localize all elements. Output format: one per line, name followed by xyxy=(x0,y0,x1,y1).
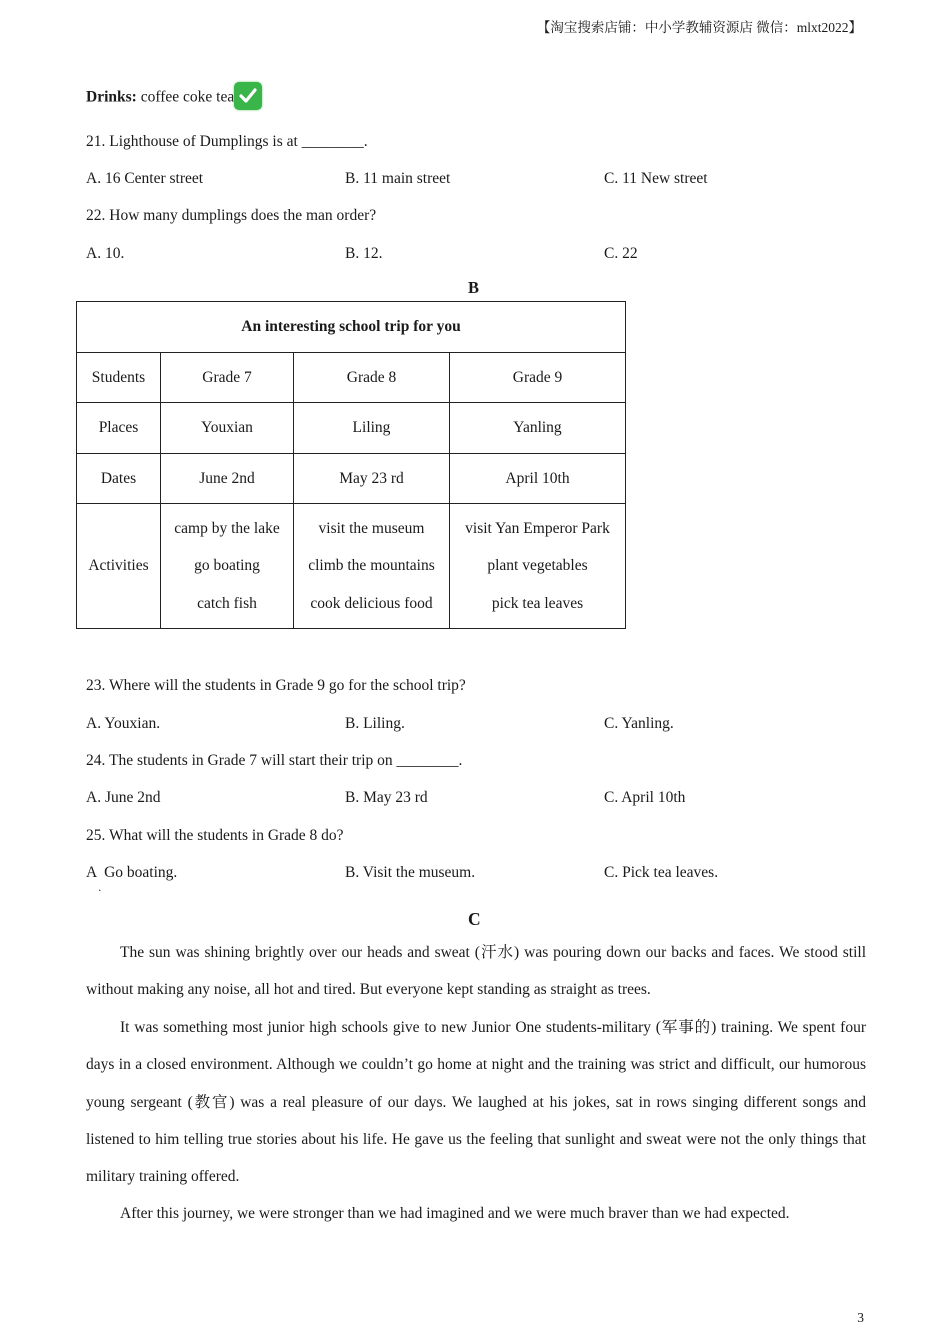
table-cell: Liling xyxy=(294,403,450,454)
activity-item: visit Yan Emperor Park xyxy=(465,519,610,537)
passage-paragraph-1 xyxy=(86,934,866,1009)
option-a-text: Go boating. xyxy=(104,864,178,881)
question-23-option-a: A. Youxian. xyxy=(86,715,161,732)
page-header: 【淘宝搜索店铺：中小学教辅资源店 微信：mlxt2022】 xyxy=(536,20,862,35)
question-24-stem: 24. The students in Grade 7 will start their trip on ________. xyxy=(86,752,463,769)
stray-dot: . xyxy=(98,880,102,894)
question-25-option-b: B. Visit the museum. xyxy=(345,864,476,881)
table-row xyxy=(77,353,626,403)
paragraph-text: The sun was shining brightly over our heads and sweat (汗水) was pouring down our backs and faces. We stood still without making any noise, all hot and tired. But everyone kept standing as straight as trees. xyxy=(86,944,866,999)
question-21-option-a: A. 16 Center street xyxy=(86,170,204,187)
table-cell: June 2nd xyxy=(161,454,294,504)
row-label-places: Places xyxy=(77,403,161,454)
question-24-option-b: B. May 23 rd xyxy=(345,789,428,806)
option-a-letter: A xyxy=(86,864,98,881)
activity-item: catch fish xyxy=(197,594,257,612)
question-25-option-c: C. Pick tea leaves. xyxy=(604,864,719,881)
table-title: An interesting school trip for you xyxy=(77,302,626,353)
drinks-items: coffee coke tea xyxy=(140,88,235,106)
question-22-stem: 22. How many dumplings does the man order? xyxy=(86,207,377,224)
table-cell: Grade 7 xyxy=(161,353,294,403)
paragraph-text: It was something most junior high schools give to new Junior One students-military (军事的) training. We spent four days in a closed environment. Although we couldn’t go home at night and the training was strict and difficult, our humorous young sergeant (教官) was a real pleasure of our days. We laughed at his jokes, sat in rows singing different songs and listened to him telling true stories about his life. He gave us the feeling that sunlight and sweat were not the only things that military training offered. xyxy=(86,1019,866,1186)
table-cell-activities xyxy=(450,504,626,629)
table-cell-activities xyxy=(161,504,294,629)
question-22-option-c: C. 22 xyxy=(604,245,638,262)
question-24-option-c: C. April 10th xyxy=(604,789,686,806)
question-22-option-a: A. 10. xyxy=(86,245,125,262)
section-c-heading: C xyxy=(468,909,481,929)
question-23-option-c: C. Yanling. xyxy=(604,715,674,732)
drinks-line xyxy=(86,84,262,112)
question-23-option-b: B. Liling. xyxy=(345,715,405,732)
school-trip-table xyxy=(76,301,626,629)
question-25-option-a xyxy=(86,864,178,894)
question-24-option-a: A. June 2nd xyxy=(86,789,161,806)
paragraph-text: After this journey, we were stronger than we had imagined and we were much braver than we had expected. xyxy=(120,1205,790,1222)
passage-paragraph-2 xyxy=(86,1009,866,1195)
table-row xyxy=(77,403,626,454)
table-cell: Grade 8 xyxy=(294,353,450,403)
question-25-stem: 25. What will the students in Grade 8 do? xyxy=(86,827,344,844)
drinks-label: Drinks: xyxy=(86,88,137,106)
table-cell: Youxian xyxy=(161,403,294,454)
question-22-option-b: B. 12. xyxy=(345,245,383,262)
question-21-stem: 21. Lighthouse of Dumplings is at ________. xyxy=(86,133,368,150)
checkmark-icon xyxy=(234,82,262,110)
question-21-option-b: B. 11 main street xyxy=(345,170,451,187)
question-21-option-c: C. 11 New street xyxy=(604,170,708,187)
activity-item: cook delicious food xyxy=(310,594,433,612)
table-cell: April 10th xyxy=(450,454,626,504)
table-row xyxy=(77,454,626,504)
activity-item: go boating xyxy=(194,557,260,575)
activity-item: pick tea leaves xyxy=(491,594,584,612)
table-cell: Grade 9 xyxy=(450,353,626,403)
table-cell: May 23 rd xyxy=(294,454,450,504)
question-23-stem: 23. Where will the students in Grade 9 go for the school trip? xyxy=(86,677,466,694)
activity-item: camp by the lake xyxy=(174,519,280,537)
activity-item: climb the mountains xyxy=(308,557,435,575)
row-label-activities: Activities xyxy=(77,504,161,629)
activity-item: visit the museum xyxy=(318,519,425,537)
table-row xyxy=(77,504,626,629)
table-cell-activities xyxy=(294,504,450,629)
row-label-students: Students xyxy=(77,353,161,403)
section-b-heading: B xyxy=(468,278,480,297)
passage-paragraph-3 xyxy=(86,1195,866,1232)
activity-item: plant vegetables xyxy=(487,557,588,575)
row-label-dates: Dates xyxy=(77,454,161,504)
table-cell: Yanling xyxy=(450,403,626,454)
page-number: 3 xyxy=(857,1310,864,1325)
